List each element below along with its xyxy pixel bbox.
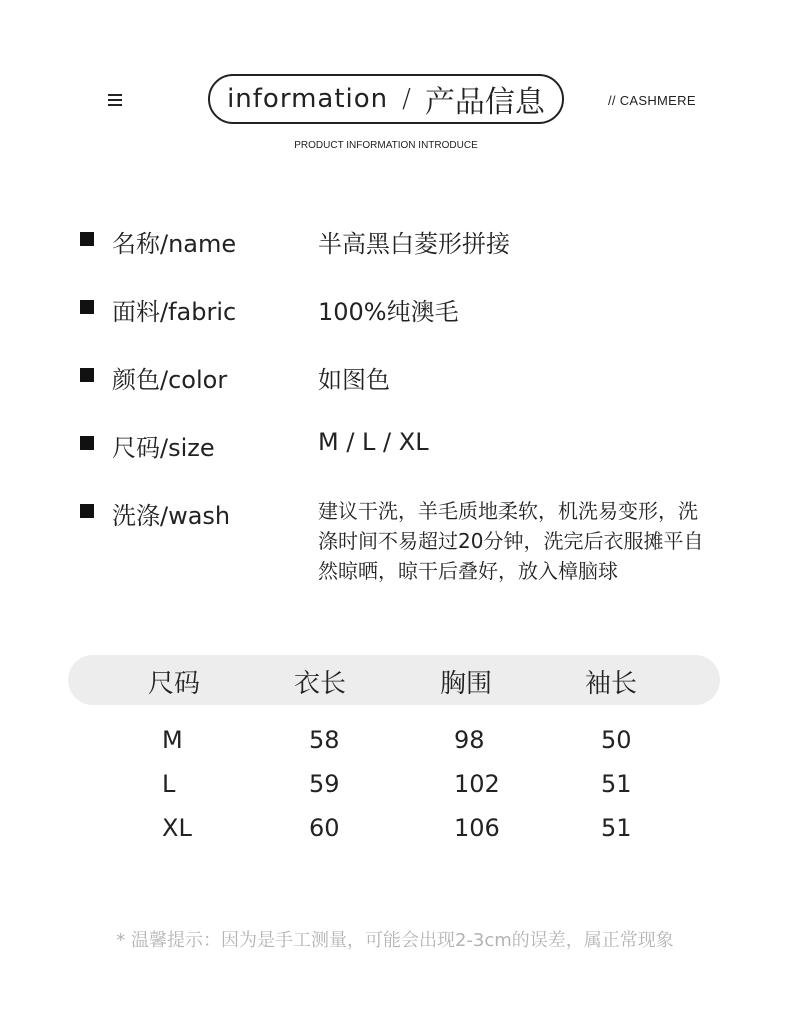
title-cn: 产品信息	[424, 85, 545, 120]
wash-line: 涤时间不易超过20分钟，洗完后衣服摊平自	[318, 529, 704, 553]
wash-line: 建议干洗，羊毛质地柔软，机洗易变形，洗	[318, 499, 698, 523]
table-cell: 60	[309, 814, 340, 842]
table-cell: L	[162, 770, 176, 798]
info-value-size: M / L / XL	[318, 428, 429, 456]
brand-tag: // CASHMERE	[608, 93, 696, 108]
table-cell: 51	[601, 770, 632, 798]
table-header-sleeve: 袖长	[585, 669, 638, 699]
table-cell: 106	[454, 814, 500, 842]
info-label: 面料/fabric	[112, 298, 237, 326]
info-value-fabric: 100%纯澳毛	[318, 298, 459, 326]
table-cell: 51	[601, 814, 632, 842]
info-label: 洗涤/wash	[112, 502, 231, 530]
title-pill	[208, 74, 564, 124]
measurement-note: * 温馨提示：因为是手工测量，可能会出现2-3cm的误差，属正常现象	[116, 930, 674, 951]
table-header-chest: 胸围	[440, 669, 493, 699]
table-header-length: 衣长	[294, 669, 347, 699]
info-label: 名称/name	[112, 230, 237, 258]
info-value-color: 如图色	[318, 366, 390, 394]
table-header-size: 尺码	[148, 669, 201, 699]
title-separator: /	[402, 84, 411, 114]
subtitle: PRODUCT INFORMATION INTRODUCE	[294, 140, 478, 151]
table-cell: 59	[309, 770, 340, 798]
table-cell: 58	[309, 726, 340, 754]
title-en: information	[227, 84, 389, 114]
bullet-square-icon	[80, 436, 94, 450]
table-cell: XL	[162, 814, 192, 842]
table-cell: 98	[454, 726, 485, 754]
wash-line: 然晾晒，晾干后叠好，放入樟脑球	[318, 559, 618, 583]
table-cell: M	[162, 726, 183, 754]
info-label: 颜色/color	[112, 366, 228, 394]
bullet-square-icon	[80, 232, 94, 246]
bullet-square-icon	[80, 368, 94, 382]
table-cell: 50	[601, 726, 632, 754]
info-value-name: 半高黑白菱形拼接	[318, 230, 510, 258]
table-cell: 102	[454, 770, 500, 798]
info-label: 尺码/size	[112, 434, 215, 462]
bullet-square-icon	[80, 300, 94, 314]
menu-icon	[108, 94, 122, 109]
bullet-square-icon	[80, 504, 94, 518]
info-value-wash	[318, 496, 748, 586]
